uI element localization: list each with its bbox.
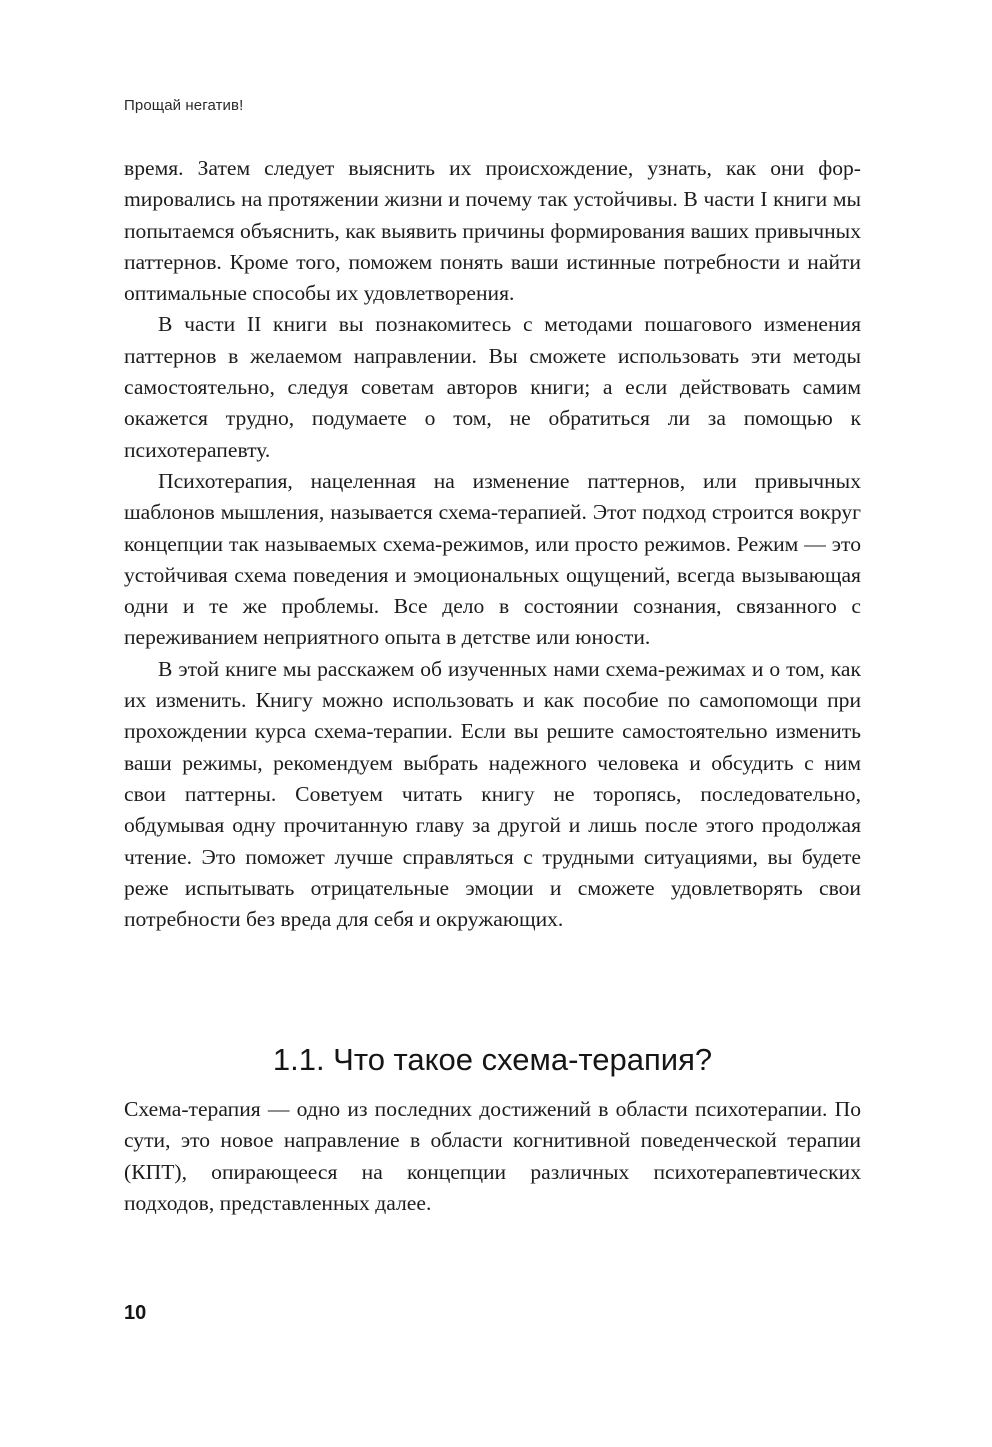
- paragraph: В этой книге мы расскажем об изученных нами схема-режимах и о том, как их изменить. Книгу можно использовать и как пособие по самопомощи при прохождении курса схема-терапии. Если вы решите самостоятельно изменить ваши режимы, рекомендуем выбрать надежного человека и обсудить с ним свои паттерны. Советуем читать книгу не торопясь, последовательно, обдумывая одну прочитанную главу за другой и лишь после этого продолжая чтение. Это поможет лучше справляться с трудными ситуациями, вы будете реже испытывать отрицательные эмоции и сможете удовлетворять свои потребности без вреда для себя и окружающих.: [124, 656, 861, 932]
- paragraph: В части II книги вы познакомитесь с методами пошагового изменения паттернов в желаемом направлении. Вы сможете использовать эти методы самостоятельно, следуя советам авторов книги; а если действовать самим окажется трудно, подумаете о том, не обратиться ли за помощью к психотерапевту.: [124, 312, 861, 462]
- section-heading: 1.1. Что такое схема-терапия?: [272, 1042, 713, 1077]
- running-head: Прощай негатив!: [124, 97, 244, 114]
- paragraph: Схема-терапия — одно из последних достижений в области психотерапии. По сути, это новое направление в области когнитивной поведенческой терапии (КПТ), опирающееся на концепции различных психотерапевтических подходов, представленных далее.: [124, 1097, 861, 1215]
- body-text: [124, 153, 861, 935]
- paragraph: Психотерапия, нацеленная на изменение паттернов, или привычных шаблонов мышления, называется схема-терапией. Этот подход строится вокруг концепции так называемых схема-режимов, или просто режимов. Режим — это устойчивая схема поведения и эмоциональных ощущений, всегда вызывающая одни и те же проблемы. Все дело в состоянии сознания, связанного с переживанием неприятного опыта в детстве или юности.: [124, 468, 861, 650]
- section-body-text: [124, 1094, 861, 1219]
- paragraph: время. Затем следует выяснить их происхождение, узнать, как они форmировались на протяжении жизни и почему так устойчивы. В части I книги мы попытаемся объяснить, как выявить причины формирования ваших привычных паттернов. Кроме того, поможем понять ваши истинные потребности и найти оптимальные способы их удовлетворения.: [124, 156, 861, 306]
- page-number: 10: [124, 1302, 147, 1324]
